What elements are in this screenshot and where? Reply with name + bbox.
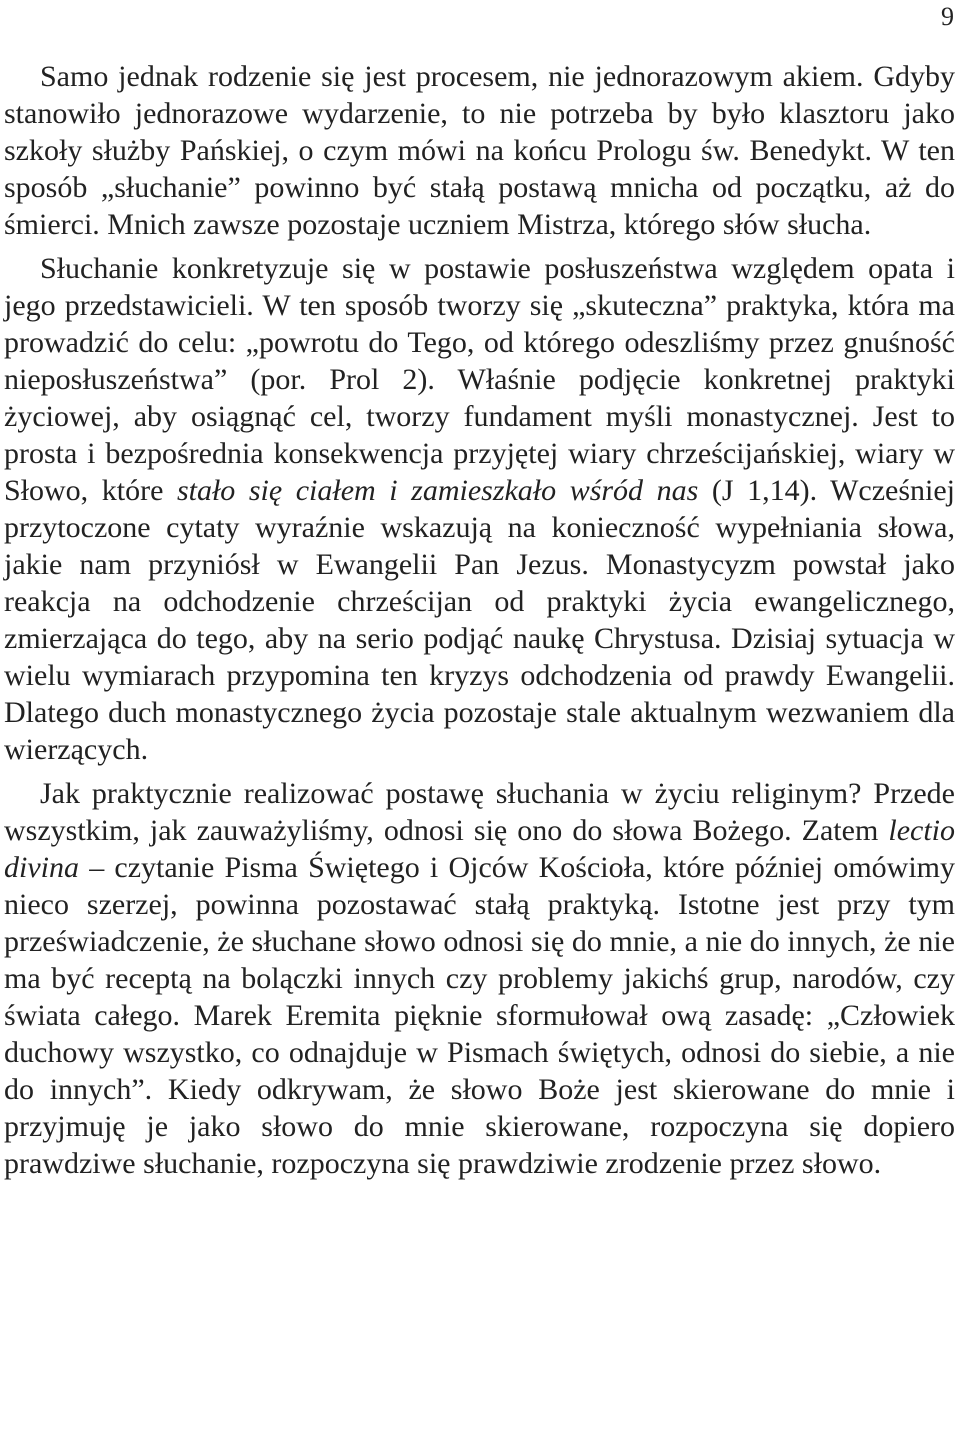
page-number: 9 bbox=[941, 2, 954, 31]
paragraph-1 bbox=[4, 58, 955, 243]
text-body bbox=[4, 58, 955, 1182]
paragraph-text: Jak praktycznie realizować postawę słuchania w życiu religinym? Przede wszystkim, jak zauważyliśmy, odnosi się ono do słowa Bożego. Zatem bbox=[4, 777, 955, 847]
paragraph-2 bbox=[4, 250, 955, 768]
paragraph-text: (J 1,14). Wcześniej przytoczone cytaty wyraźnie wskazują na konieczność wypełniania słowa, jakie nam przyniósł w Ewangelii Pan Jezus. Monastycyzm powstał jako reakcja na odchodzenie chrześcijan od praktyki życia ewangelicznego, zmierzająca do tego, aby na serio podjąć naukę Chrystusa. Dzisiaj sytuacja w wielu wymiarach przypomina ten kryzys odchodzenia od prawdy Ewangelii. Dlatego duch monastycznego życia pozostaje stale aktualnym wezwaniem dla wierzących. bbox=[4, 474, 956, 766]
paragraph-text: Samo jednak rodzenie się jest procesem, nie jednorazowym akiem. Gdyby stanowiło jednorazowe wydarzenie, to nie potrzeba by było klasztoru jako szkoły służby Pańskiej, o czym mówi na końcu Prologu św. Benedykt. W ten sposób „słuchanie” powinno być stałą postawą mnicha od początku, aż do śmierci. Mnich zawsze pozostaje uczniem Mistrza, którego słów słucha. bbox=[4, 60, 955, 241]
paragraph-text: – czytanie Pisma Świętego i Ojców Kościoła, które później omówimy nieco szerzej, powinna pozostawać stałą praktyką. Istotne jest przy tym przeświadczenie, że słuchane słowo odnosi się do mnie, a nie do innych, że nie ma być receptą na bolączki innych czy problemy jakichś grup, narodów, czy świata całego. Marek Eremita pięknie sformułował ową zasadę: „Człowiek duchowy wszystko, co odnajduje w Pismach świętych, odnosi do siebie, a nie do innych”. Kiedy odkrywam, że słowo Boże jest skierowane do mnie i przyjmuję je jako słowo do mnie skierowane, rozpoczyna się dopiero prawdziwe słuchanie, rozpoczyna się prawdziwie zrodzenie przez słowo. bbox=[4, 851, 955, 1180]
lectio-divina-italic: lectio divina bbox=[4, 814, 955, 884]
paragraph-3 bbox=[4, 775, 955, 1182]
paragraph-text: Słuchanie konkretyzuje się w postawie posłuszeństwa względem opata i jego przedstawicieli. W ten sposób tworzy się „skuteczna” praktyka, która ma prowadzić do celu: „powrotu do Tego, od którego odeszliśmy przez gnuśność nieposłuszeństwa” (por. Prol 2). Właśnie podjęcie konkretnej praktyki życiowej, aby osiągnąć cel, tworzy fundament myśli monastycznej. Jest to prosta i bezpośrednia konsekwencja przyjętej wiary chrześcijańskiej, wiary w Słowo, które bbox=[4, 252, 955, 507]
scripture-quote-italic: stało się ciałem i zamieszkało wśród nas bbox=[176, 474, 699, 507]
